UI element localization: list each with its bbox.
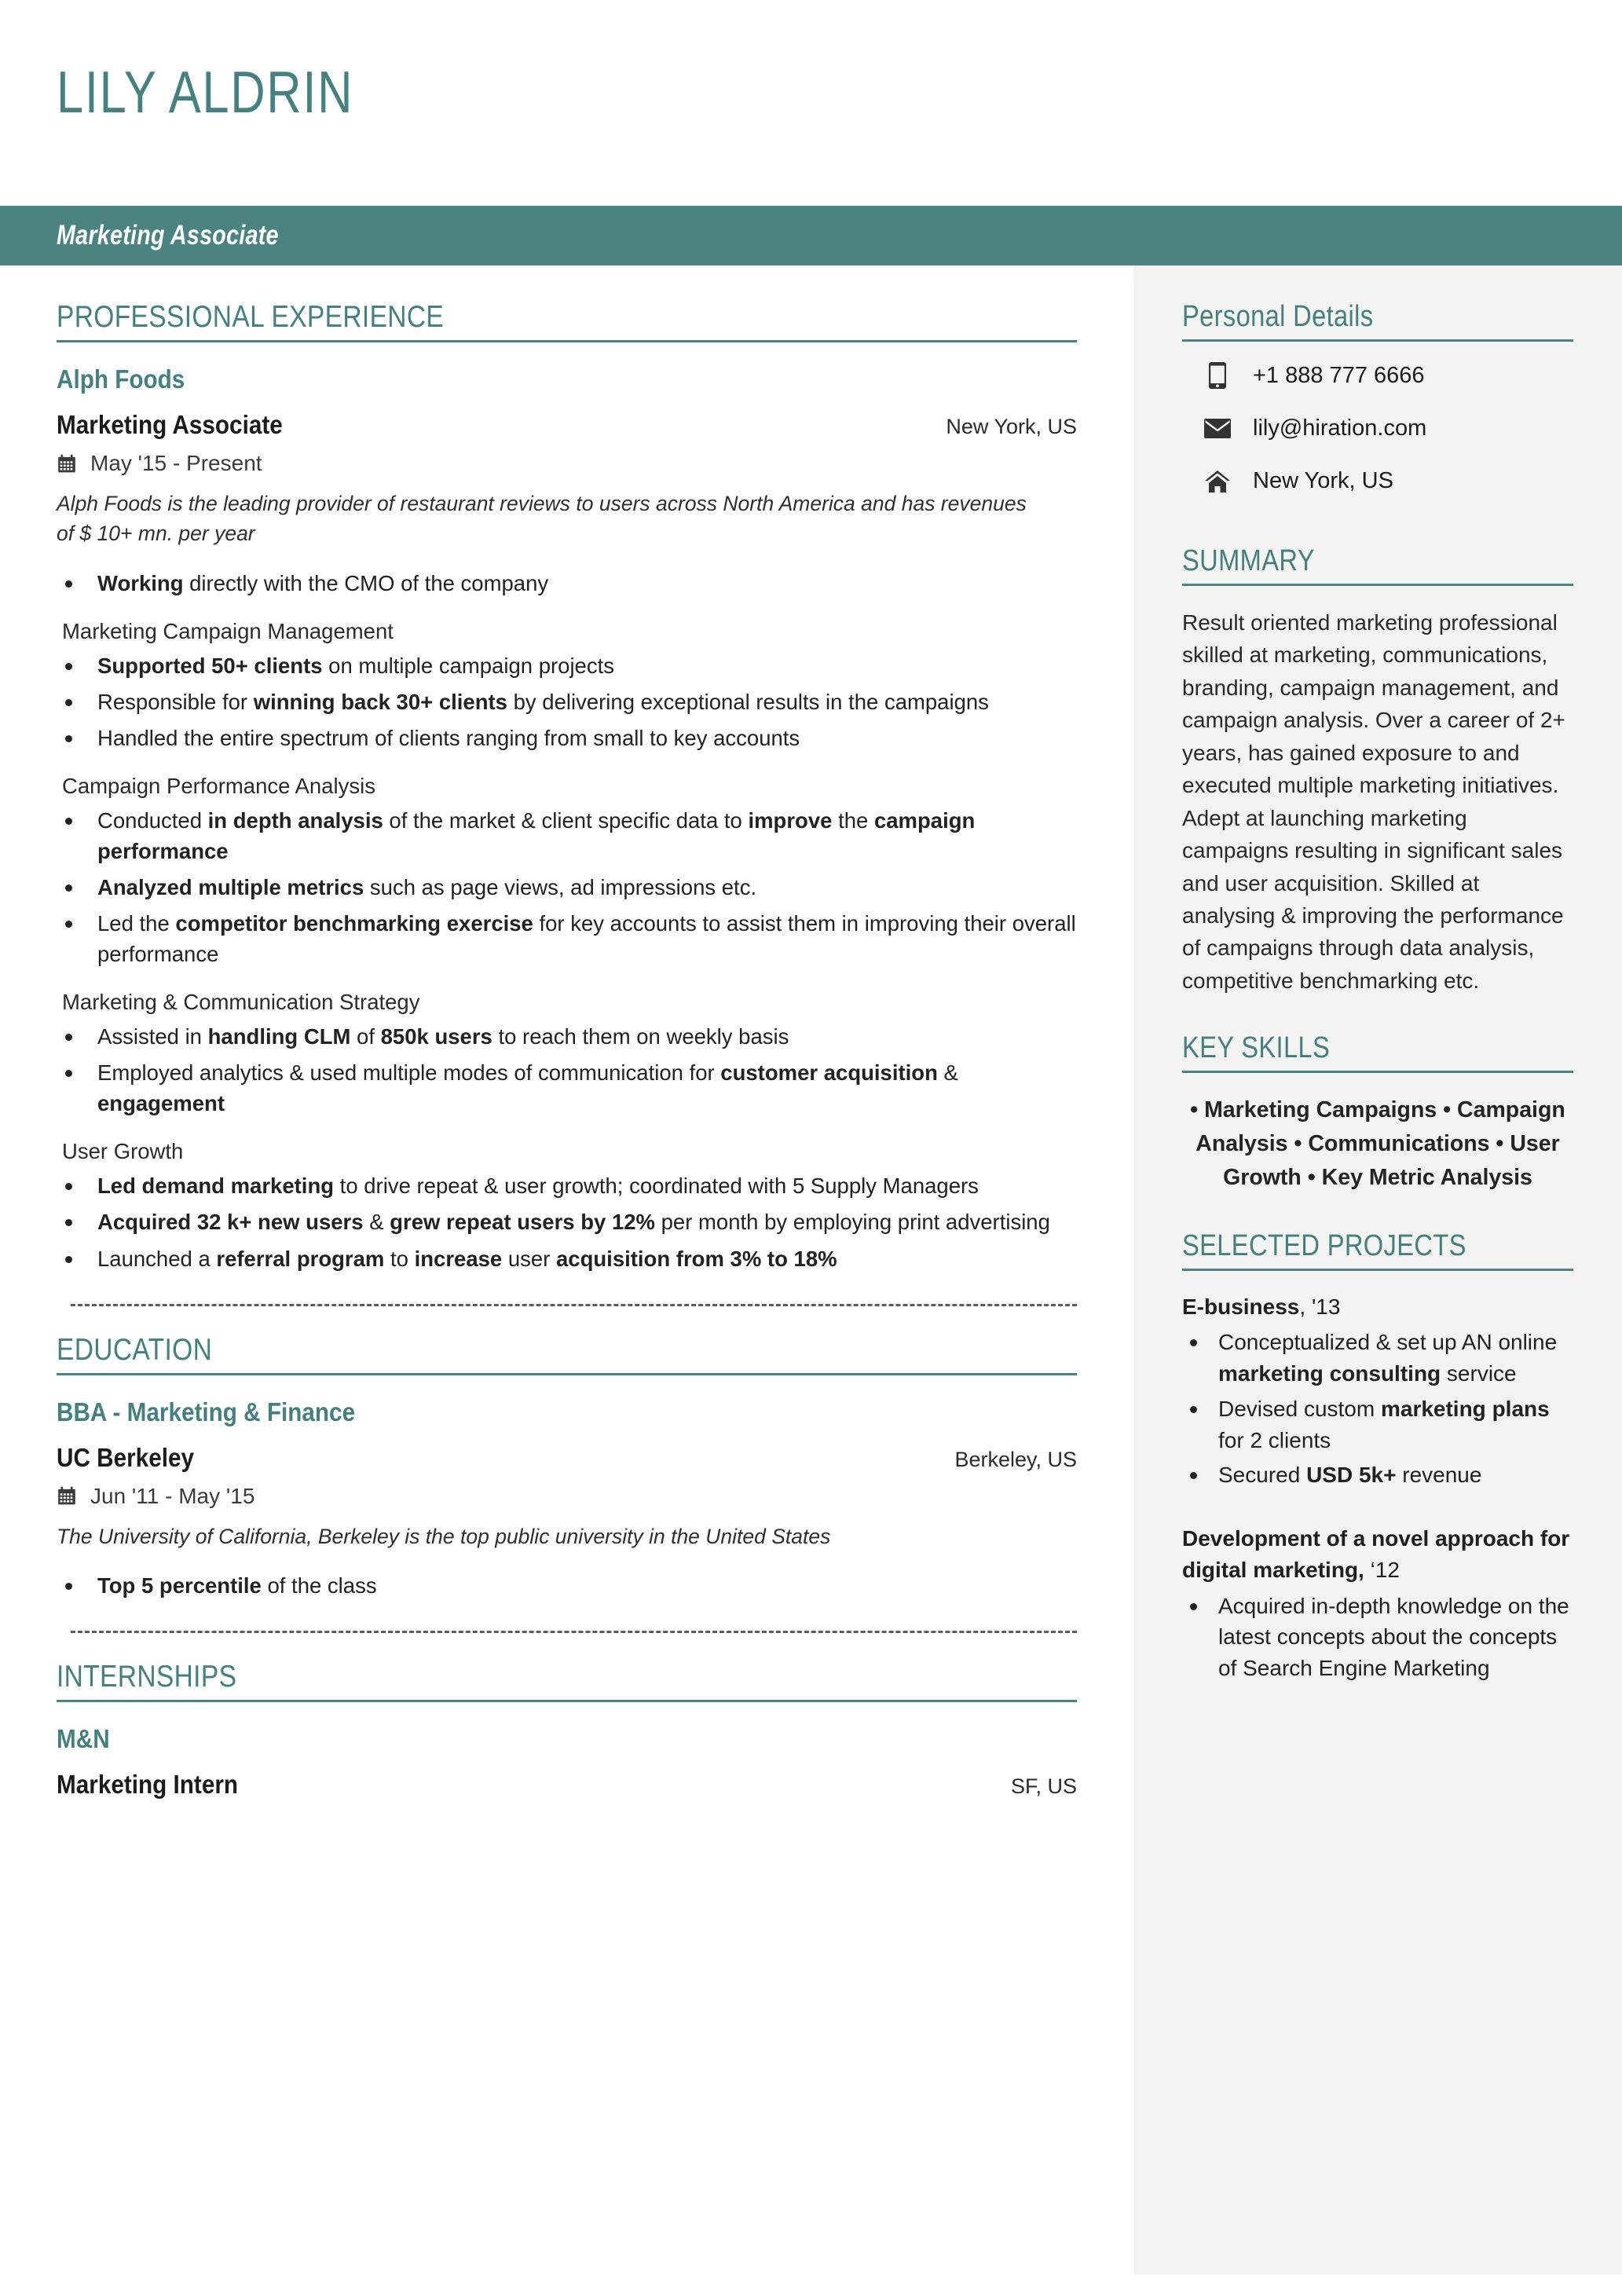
bullet-text-span: ‘12 xyxy=(1364,1557,1400,1582)
bullet-text-span: to xyxy=(384,1246,415,1271)
internship-role-title: Marketing Intern xyxy=(57,1770,239,1800)
bullet-bold-span: customer acquisition xyxy=(720,1060,938,1086)
experience-dates: May '15 - Present xyxy=(90,451,262,475)
list-item xyxy=(1182,1459,1573,1491)
list-item xyxy=(57,568,1077,599)
bullet-bold-span: campaign performance xyxy=(97,808,976,864)
section-education xyxy=(57,1333,1077,1601)
section-divider xyxy=(1182,339,1573,342)
education-degree: BBA - Marketing & Finance xyxy=(57,1397,356,1426)
bullet-text-span: per month by employing print advertising xyxy=(655,1210,1050,1235)
internship-org-name: M&N xyxy=(57,1724,110,1754)
bullet-bold-lead: Working xyxy=(97,570,184,595)
job-title: Marketing Associate xyxy=(57,220,279,251)
bullet-text-span: the xyxy=(832,808,874,833)
education-dates: Jun '11 - May '15 xyxy=(90,1483,255,1508)
section-heading-key-skills: KEY SKILLS xyxy=(1182,1031,1331,1065)
education-school-name: UC Berkeley xyxy=(57,1442,195,1472)
bullet-list xyxy=(57,1021,1077,1119)
list-item xyxy=(57,908,1077,969)
bullet-text-span: of the class xyxy=(261,1573,377,1598)
internship-location: SF, US xyxy=(1010,1774,1077,1799)
summary-text: Result oriented marketing professional skilled at marketing, communications, branding, campaign management, and campaign analysis. Over a career of 2+ years, has gained exposure to and executed multiple marketing initiatives. Adept at launching marketing campaigns resulting in significant sales and user acquisition. Skilled at analysing & improving the performance of campaigns through data analysis, competitive benchmarking etc. xyxy=(1182,610,1565,993)
education-location: Berkeley, US xyxy=(954,1447,1077,1471)
project-title xyxy=(1182,1523,1573,1586)
project-gap xyxy=(1182,1495,1573,1523)
bullet-text-span: , '13 xyxy=(1299,1294,1341,1319)
bullet-rest: directly with the CMO of the company xyxy=(183,570,549,595)
list-item xyxy=(1182,1591,1573,1684)
bullet-bold-span: engagement xyxy=(97,1091,225,1116)
bullet-bold-span: in depth analysis xyxy=(207,808,383,833)
list-item xyxy=(57,1570,1077,1601)
bullet-bold-span: 850k users xyxy=(380,1024,492,1049)
section-selected-projects xyxy=(1182,1229,1573,1684)
education-school-row xyxy=(57,1443,1077,1473)
bullet-text-span: Handled the entire spectrum of clients ranging from small to key accounts xyxy=(97,725,800,750)
bullet-bold-span: marketing plans xyxy=(1380,1396,1550,1421)
list-item xyxy=(1182,1327,1573,1390)
experience-date-row xyxy=(57,451,1077,476)
experience-role-title: Marketing Associate xyxy=(57,410,283,439)
bullet-text-span: Conceptualized & set up AN online xyxy=(1218,1330,1558,1355)
section-heading-education: EDUCATION xyxy=(57,1332,213,1367)
experience-top-bullets xyxy=(57,568,1077,599)
list-item xyxy=(57,1021,1077,1052)
bullet-bold-span: Supported 50+ clients xyxy=(97,653,323,678)
list-item xyxy=(57,687,1077,717)
bullet-list xyxy=(1182,1327,1573,1491)
contact-row-email[interactable] xyxy=(1182,416,1573,441)
section-divider xyxy=(1182,1269,1573,1271)
experience-description: Alph Foods is the leading provider of restaurant reviews to users across North America and has revenues of $ 10+ mn. per year xyxy=(57,492,1027,546)
section-key-skills xyxy=(1182,1031,1573,1194)
bullet-bold-span: winning back 30+ clients xyxy=(253,689,507,714)
experience-subheading: Campaign Performance Analysis xyxy=(62,774,375,799)
list-item xyxy=(57,1243,1077,1274)
resume-header xyxy=(0,0,1622,206)
section-personal-details xyxy=(1182,300,1573,494)
list-item xyxy=(1182,1393,1573,1456)
bullet-bold-span: improve xyxy=(748,808,833,833)
email-value: lily@hiration.com xyxy=(1253,416,1427,441)
section-heading-personal-details: Personal Details xyxy=(1182,300,1374,333)
bullet-text-span: on multiple campaign projects xyxy=(322,653,614,678)
bullet-text-span: for 2 clients xyxy=(1218,1427,1331,1452)
experience-subheading: Marketing Campaign Management xyxy=(62,618,394,643)
bullet-bold-span: Development of a novel approach for digital marketing, xyxy=(1182,1526,1570,1582)
bullet-list xyxy=(57,805,1077,969)
section-divider xyxy=(57,340,1077,342)
location-value: New York, US xyxy=(1253,468,1393,493)
bullet-text-span: for key accounts to assist them in improving their overall performance xyxy=(97,911,1076,967)
bullet-list xyxy=(57,1170,1077,1273)
bullet-list xyxy=(1182,1591,1573,1684)
bullet-bold-span: E-business xyxy=(1182,1294,1300,1319)
bullet-bold-span: increase xyxy=(414,1246,503,1271)
experience-role-row xyxy=(57,410,1077,440)
bullet-text-span: to drive repeat & user growth; coordinated with 5 Supply Managers xyxy=(334,1174,979,1199)
bullet-text-span: revenue xyxy=(1396,1463,1482,1488)
bullet-bold-span: competitor benchmarking exercise xyxy=(175,911,533,936)
section-internships xyxy=(57,1660,1077,1800)
education-description: The University of California, Berkeley is the top public university in the United States xyxy=(57,1524,831,1548)
calendar-icon xyxy=(57,1485,77,1507)
envelope-icon xyxy=(1204,419,1231,438)
resume-body xyxy=(0,265,1622,2275)
internship-role-row xyxy=(57,1770,1077,1800)
calendar-icon xyxy=(57,453,77,474)
list-item xyxy=(57,805,1077,866)
main-column xyxy=(0,265,1133,1811)
bullet-text-span: Secured xyxy=(1218,1463,1307,1488)
bullet-text-span: & xyxy=(937,1060,958,1086)
mobile-icon xyxy=(1204,362,1231,389)
bullet-text-span: Launched a xyxy=(97,1246,217,1271)
education-bullets xyxy=(57,1570,1077,1601)
education-date-row xyxy=(57,1484,1077,1509)
bullet-list xyxy=(57,650,1077,753)
projects-list xyxy=(1182,1291,1573,1684)
section-professional-experience xyxy=(57,300,1077,1274)
list-item xyxy=(57,650,1077,681)
bullet-text-span: to reach them on weekly basis xyxy=(492,1024,789,1049)
contact-row-location[interactable] xyxy=(1182,468,1573,494)
page-title: LILY ALDRIN xyxy=(57,59,354,125)
bullet-bold-span: Top 5 percentile xyxy=(97,1573,262,1598)
bullet-bold-span: referral program xyxy=(216,1246,385,1271)
contact-row-phone[interactable] xyxy=(1182,362,1573,389)
bullet-text-span: Led the xyxy=(97,911,176,936)
bullet-text-span: of the market & client specific data to xyxy=(383,808,749,833)
list-item xyxy=(57,1057,1077,1119)
sidebar xyxy=(1133,265,1622,2275)
list-item xyxy=(57,1170,1077,1201)
section-dashed-divider xyxy=(71,1631,1077,1633)
section-summary xyxy=(1182,544,1573,997)
experience-groups xyxy=(57,619,1077,1274)
experience-subheading: User Growth xyxy=(62,1139,184,1164)
phone-value: +1 888 777 6666 xyxy=(1253,362,1425,388)
section-divider xyxy=(57,1373,1077,1375)
section-divider xyxy=(57,1700,1077,1702)
bullet-text-span: Responsible for xyxy=(97,689,254,714)
bullet-bold-span: marketing consulting xyxy=(1218,1361,1441,1386)
bullet-bold-span: acquisition from 3% to 18% xyxy=(556,1246,837,1271)
experience-subheading: Marketing & Communication Strategy xyxy=(62,990,420,1015)
section-divider xyxy=(1182,584,1573,586)
bullet-text-span: Acquired in-depth knowledge on the latest concepts about the concepts of Search Engine Marketing xyxy=(1218,1593,1569,1680)
bullet-text-span: Devised custom xyxy=(1218,1396,1381,1421)
bullet-text-span: Conducted xyxy=(97,808,208,833)
list-item xyxy=(57,872,1077,903)
section-heading-selected-projects: SELECTED PROJECTS xyxy=(1182,1229,1466,1262)
bullet-text-span: user xyxy=(502,1246,556,1271)
bullet-text-span: of xyxy=(350,1024,381,1049)
bullet-bold-span: grew repeat users by 12% xyxy=(390,1210,655,1235)
home-icon xyxy=(1204,470,1231,493)
bullet-text-span: by delivering exceptional results in the campaigns xyxy=(507,689,989,714)
experience-location: New York, US xyxy=(946,415,1077,438)
section-heading-internships: INTERNSHIPS xyxy=(57,1660,237,1694)
section-dashed-divider xyxy=(71,1304,1077,1306)
bullet-text-span: Assisted in xyxy=(97,1024,208,1049)
list-item xyxy=(57,723,1077,753)
bullet-bold-span: USD 5k+ xyxy=(1306,1463,1397,1488)
section-divider xyxy=(1182,1071,1573,1073)
bullet-bold-span: Acquired 32 k+ new users xyxy=(97,1210,364,1235)
bullet-text-span: & xyxy=(363,1210,390,1235)
job-title-band xyxy=(0,206,1622,265)
bullet-text-span: service xyxy=(1441,1361,1517,1386)
key-skills-text: • Marketing Campaigns • Campaign Analysis • Communications • User Growth • Key Metric Analysis xyxy=(1190,1097,1565,1190)
section-heading-experience: PROFESSIONAL EXPERIENCE xyxy=(57,300,445,334)
bullet-text-span: Employed analytics & used multiple modes of communication for xyxy=(97,1060,721,1086)
bullet-bold-span: handling CLM xyxy=(207,1024,351,1049)
bullet-bold-span: Led demand marketing xyxy=(97,1174,335,1199)
list-item xyxy=(57,1207,1077,1237)
section-heading-summary: SUMMARY xyxy=(1182,544,1315,577)
bullet-bold-span: Analyzed multiple metrics xyxy=(97,875,364,900)
experience-org-name: Alph Foods xyxy=(57,364,185,394)
bullet-text-span: such as page views, ad impressions etc. xyxy=(364,875,757,900)
project-title xyxy=(1182,1291,1573,1323)
